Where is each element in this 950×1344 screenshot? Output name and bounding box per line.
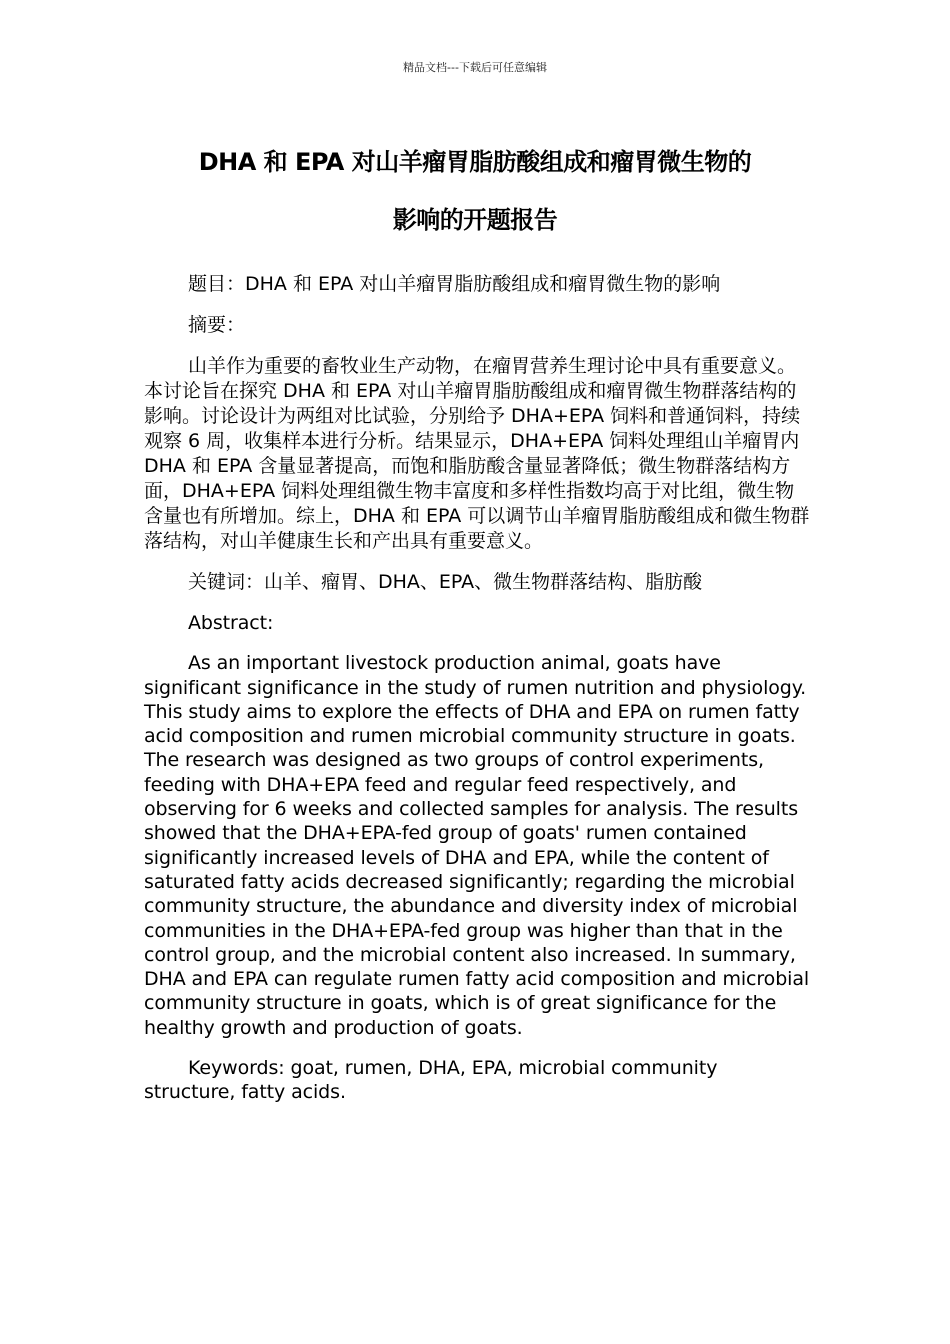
- document-body: [144, 272, 812, 1105]
- keywords-cn: 关键词：山羊、瘤胃、DHA、EPA、微生物群落结构、脂肪酸: [188, 571, 703, 593]
- abstract-paragraph-cn: 山羊作为重要的畜牧业生产动物，在瘤胃营养生理讨论中具有重要意义。本讨论旨在探究 DHA 和 EPA 对山羊瘤胃脂肪酸组成和瘤胃微生物群落结构的影响。讨论设计为两组对比试验，分别给予 DHA+EPA 饲料和普通饲料，持续观察 6 周，收集样本进行分析。结果显示，DHA+EPA 饲料处理组山羊瘤胃内 DHA 和 EPA 含量显著提高，而饱和脂肪酸含量显著降低；微生物群落结构方面，DHA+EPA 饲料处理组微生物丰富度和多样性指数均高于对比组，微生物含量也有所增加。综上，DHA 和 EPA 可以调节山羊瘤胃脂肪酸组成和微生物群落结构，对山羊健康生长和产出具有重要意义。: [144, 355, 810, 552]
- title-line-2: 影响的开题报告: [392, 206, 558, 234]
- abstract-label-en: Abstract:: [188, 612, 274, 634]
- topic-line: 题目：DHA 和 EPA 对山羊瘤胃脂肪酸组成和瘤胃微生物的影响: [188, 273, 721, 295]
- keywords-en: Keywords: goat, rumen, DHA, EPA, microbial community structure, fatty acids.: [144, 1057, 718, 1104]
- title-line-1: DHA 和 EPA 对山羊瘤胃脂肪酸组成和瘤胃微生物的: [198, 148, 752, 176]
- page-header: 精品文档---下载后可任意编辑: [403, 61, 547, 74]
- abstract-paragraph-en: As an important livestock production animal, goats have significant significance in the study of rumen nutrition and physiology. This study aims to explore the effects of DHA and EPA on rumen fatty acid composition and rumen microbial community structure in goats. The research was designed as two groups of control experiments, feeding with DHA+EPA feed and regular feed respectively, and observing for 6 weeks and collected samples for analysis. The results showed that the DHA+EPA-fed group of goats' rumen contained significantly increased levels of DHA and EPA, while the content of saturated fatty acids decreased significantly; regarding the microbial community structure, the abundance and diversity index of microbial communities in the DHA+EPA-fed group was higher than that in the control group, and the microbial content also increased. In summary, DHA and EPA can regulate rumen fatty acid composition and microbial community structure in goats, which is of great significance for the healthy growth and production of goats.: [144, 652, 810, 1039]
- abstract-label-cn: 摘要：: [188, 314, 246, 336]
- document-title: [120, 133, 830, 249]
